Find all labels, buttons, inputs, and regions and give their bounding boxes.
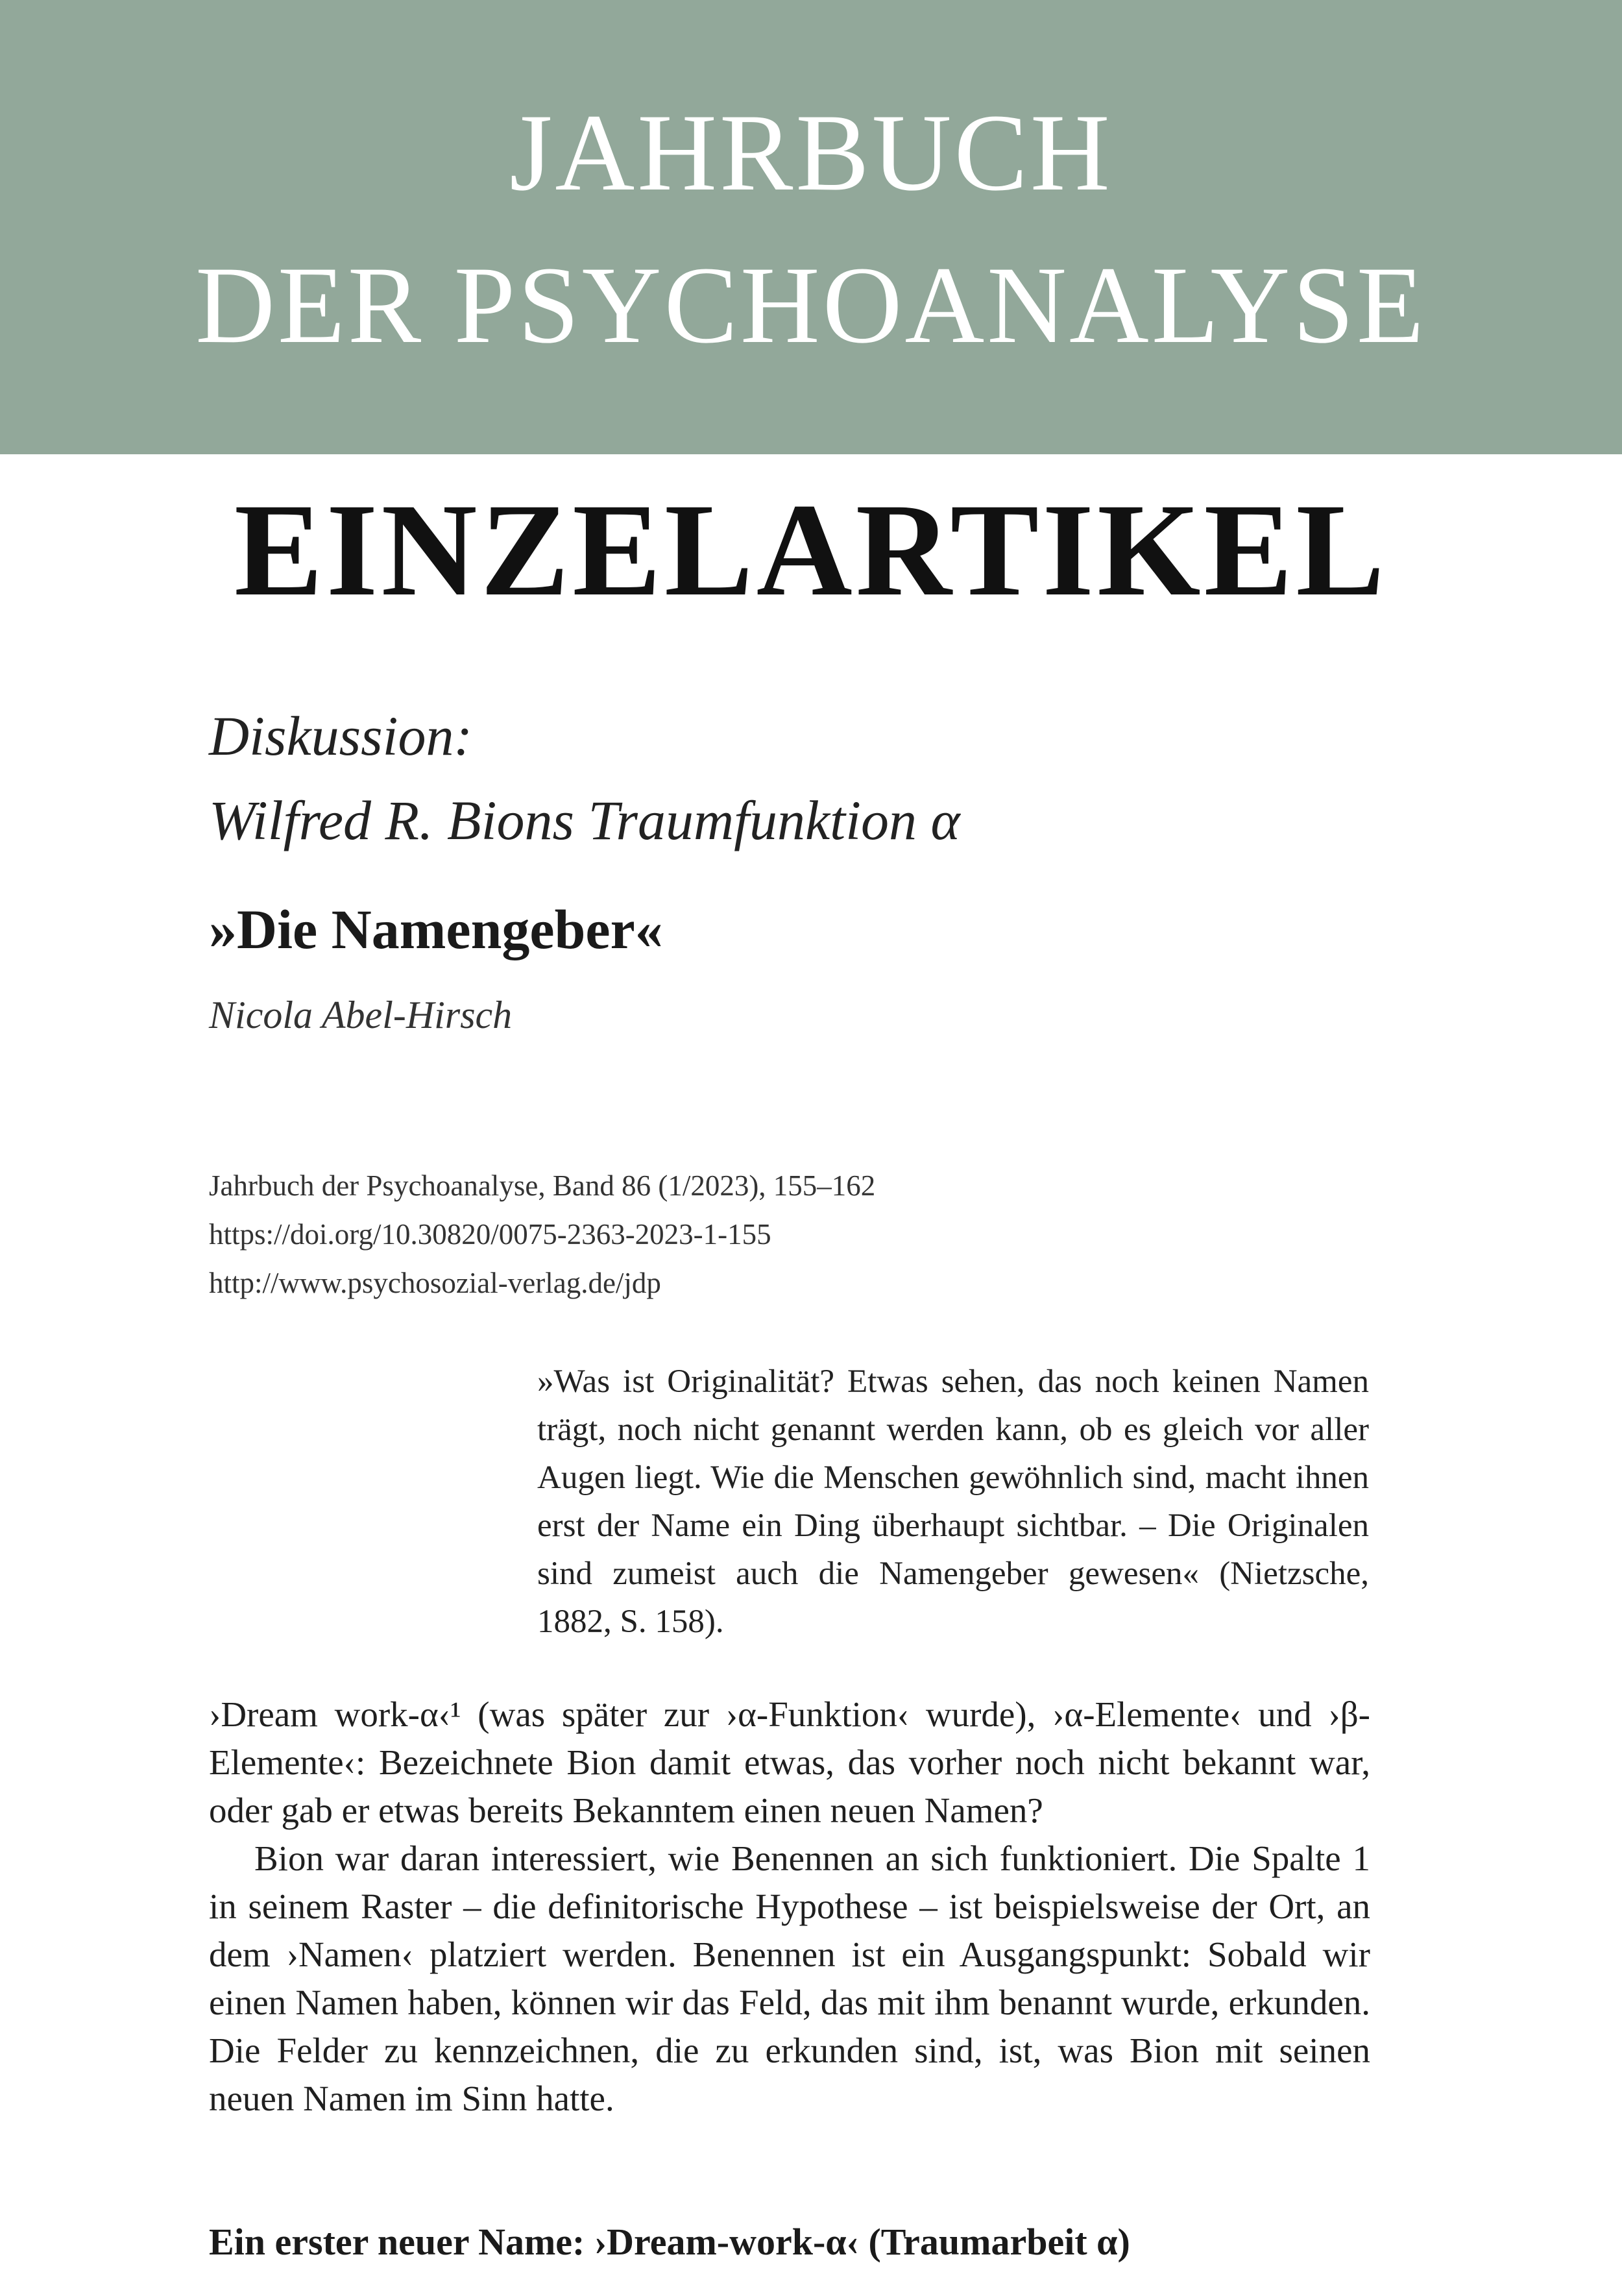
body-paragraph-2: Bion war daran interessiert, wie Benennen an sich funktioniert. Die Spalte 1 in seinem Raster – die definitorische Hypothese – ist beispielsweise der Ort, an dem ›Namen‹ platziert werden. Benennen ist ein Ausgangspunkt: Sobald wir einen Namen haben, können wir das Feld, das mit ihm benannt wurde, erkunden. Die Felder zu kennzeichnen, die zu erkunden sind, ist, was Bion mit seinen neuen Namen im Sinn hatte. <box>209 1838 1370 2118</box>
section-subtitle: Wilfred R. Bions Traumfunktion α <box>209 789 960 851</box>
citation-source: Jahrbuch der Psychoanalyse, Band 86 (1/2023), 155–162 <box>209 1169 876 1202</box>
section-subheading: Ein erster neuer Name: ›Dream-work-α‹ (Traumarbeit α) <box>209 2221 1130 2263</box>
citation-url-link[interactable]: http://www.psychosozial-verlag.de/jdp <box>209 1267 661 1299</box>
article-author: Nicola Abel-Hirsch <box>209 994 513 1036</box>
journal-header-band <box>0 0 1622 454</box>
citation-doi-link[interactable]: https://doi.org/10.30820/0075-2363-2023-1-155 <box>209 1218 771 1251</box>
journal-title-line-1: JAHRBUCH <box>509 92 1113 214</box>
einzelartikel-banner: EINZELARTIKEL <box>234 476 1388 624</box>
section-label: Diskussion: <box>209 705 473 767</box>
article-title: »Die Namengeber« <box>209 898 663 960</box>
epigraph-quote: »Was ist Originalität? Etwas sehen, das noch keinen Namen trägt, noch nicht genannt werden kann, ob es gleich vor aller Augen liegt. Wie die Menschen gewöhnlich sind, macht ihnen erst der Name ein Ding überhaupt sichtbar. – Die Originalen sind zumeist auch die Namengeber gewesen« (Nietzsche, 1882, S. 158). <box>537 1363 1369 1640</box>
body-paragraph-1: ›Dream work-α‹¹ (was später zur ›α-Funktion‹ wurde), ›α-Elemente‹ und ›β-Elemente‹: Bezeichnete Bion damit etwas, das vorher noch nicht bekannt war, oder gab er etwas bereits Bekanntem einen neuen Namen? <box>209 1694 1370 1830</box>
citation-block <box>209 1162 875 1308</box>
journal-title-line-2: DER PSYCHOANALYSE <box>195 244 1427 366</box>
